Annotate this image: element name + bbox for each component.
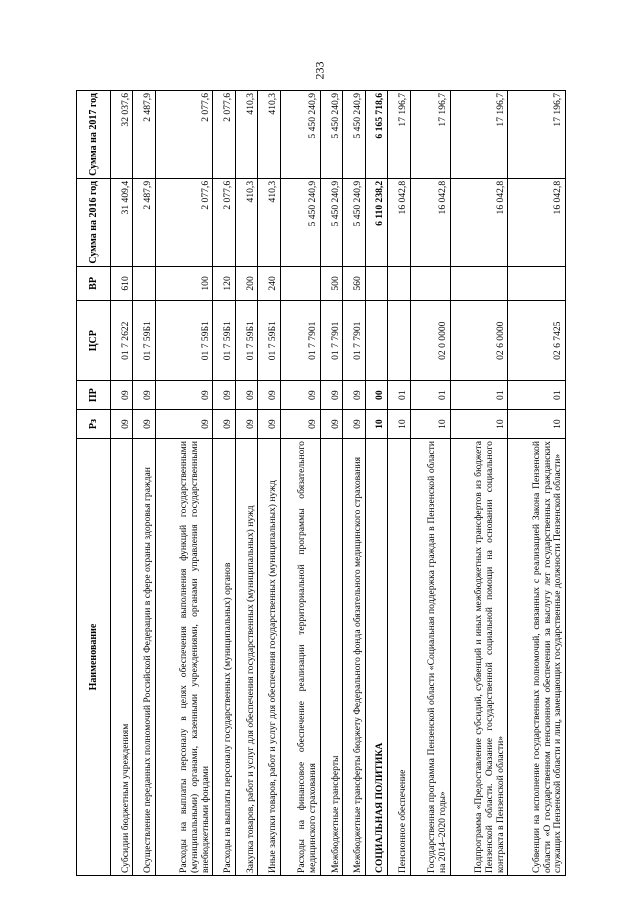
cell-vr: 240 (258, 266, 280, 300)
cell-sum2016: 5 450 240,9 (280, 178, 320, 266)
cell-name: Пенсионное обеспечение (388, 439, 410, 876)
cell-rz: 09 (235, 410, 257, 439)
cell-rz: 09 (343, 410, 365, 439)
cell-rz: 10 (388, 410, 410, 439)
cell-pr: 09 (280, 381, 320, 410)
cell-rz: 09 (320, 410, 342, 439)
cell-sum2017: 5 450 240,9 (280, 91, 320, 179)
cell-pr: 09 (213, 381, 235, 410)
cell-sum2017: 17 196,7 (410, 91, 450, 179)
cell-csr: 01 7 59Б1 (155, 301, 213, 381)
cell-rz: 10 (365, 410, 387, 439)
cell-sum2016: 410,3 (258, 178, 280, 266)
cell-name: Субвенции на исполнение государственных полномочий, связанных с реализацией Закона Пензенской области «О государственном пенсионном обеспечении за выслугу лет государственных гражданских служащих Пензенской области и лиц, замещающих государственные должности Пензенской области» (508, 439, 566, 876)
col-vr-header: ВР (77, 266, 111, 300)
cell-sum2016: 6 110 238,2 (365, 178, 387, 266)
col-name-header: Наименование (77, 439, 111, 876)
cell-sum2017: 410,3 (258, 91, 280, 179)
cell-vr: 200 (235, 266, 257, 300)
cell-pr: 01 (450, 381, 508, 410)
table-row (508, 91, 566, 876)
table-row (155, 91, 213, 876)
cell-name: Расходы на выплаты персоналу в целях обеспечения выполнения функций государственными (муниципальными) органами, казенными учреждениями, органами управления государственными внебюджетными фондами (155, 439, 213, 876)
cell-name: Государственная программа Пензенской области «Социальная поддержка граждан в Пензенской области на 2014–2020 годы» (410, 439, 450, 876)
cell-csr: 02 6 7425 (508, 301, 566, 381)
cell-pr: 09 (320, 381, 342, 410)
cell-name: Межбюджетные трансферты (320, 439, 342, 876)
cell-rz: 09 (280, 410, 320, 439)
cell-name: СОЦИАЛЬНАЯ ПОЛИТИКА (365, 439, 387, 876)
col-sum2017-header: Сумма на 2017 год (77, 91, 111, 179)
table-row (235, 91, 257, 876)
col-csr-header: ЦСР (77, 301, 111, 381)
cell-pr: 01 (388, 381, 410, 410)
cell-csr: 02 6 0000 (450, 301, 508, 381)
col-rz-header: Рз (77, 410, 111, 439)
cell-name: Подпрограмма «Предоставление субсидий, субвенций и иных межбюджетных трансфертов из бюджета Пензенской области. Оказание государственной социальной помощи на основании социального контракта в Пензенской области» (450, 439, 508, 876)
cell-vr (365, 266, 387, 300)
cell-sum2016: 31 409,4 (111, 178, 133, 266)
cell-sum2016: 5 450 240,9 (320, 178, 342, 266)
cell-sum2017: 6 165 718,6 (365, 91, 387, 179)
budget-table-rotated (76, 90, 566, 876)
cell-vr (133, 266, 155, 300)
cell-sum2016: 5 450 240,9 (343, 178, 365, 266)
table-row (388, 91, 410, 876)
cell-sum2017: 17 196,7 (450, 91, 508, 179)
cell-pr: 09 (155, 381, 213, 410)
cell-csr: 01 7 59Б1 (235, 301, 257, 381)
col-pr-header: ПР (77, 381, 111, 410)
cell-pr: 09 (258, 381, 280, 410)
table-row (133, 91, 155, 876)
table-row (111, 91, 133, 876)
table-body (111, 91, 566, 876)
page-number: 233 (312, 61, 327, 80)
cell-csr: 01 7 7901 (343, 301, 365, 381)
cell-sum2016: 2 077,6 (213, 178, 235, 266)
cell-csr: 01 7 59Б1 (258, 301, 280, 381)
cell-vr: 500 (320, 266, 342, 300)
table-row (450, 91, 508, 876)
cell-rz: 09 (213, 410, 235, 439)
cell-name: Межбюджетные трансферты бюджету Федерального фонда обязательного медицинского страхования (343, 439, 365, 876)
cell-pr: 00 (365, 381, 387, 410)
col-sum2016-header: Сумма на 2016 год (77, 178, 111, 266)
table-header (77, 91, 111, 876)
cell-vr (280, 266, 320, 300)
cell-csr: 01 7 2622 (111, 301, 133, 381)
cell-pr: 01 (410, 381, 450, 410)
table-row (410, 91, 450, 876)
cell-sum2017: 17 196,7 (508, 91, 566, 179)
cell-name: Расходы на выплаты персоналу государственных (муниципальных) органов (213, 439, 235, 876)
cell-name: Закупка товаров, работ и услуг для обеспечения государственных (муниципальных) нужд (235, 439, 257, 876)
cell-csr: 01 7 59Б1 (133, 301, 155, 381)
cell-name: Осуществление переданных полномочий Российской Федерации в сфере охраны здоровья граждан (133, 439, 155, 876)
cell-sum2017: 5 450 240,9 (343, 91, 365, 179)
cell-vr (450, 266, 508, 300)
cell-pr: 01 (508, 381, 566, 410)
cell-vr (508, 266, 566, 300)
cell-pr: 09 (343, 381, 365, 410)
cell-csr: 01 7 59Б1 (213, 301, 235, 381)
cell-name: Субсидии бюджетным учреждениям (111, 439, 133, 876)
table-row (365, 91, 387, 876)
cell-vr: 560 (343, 266, 365, 300)
cell-csr (388, 301, 410, 381)
cell-pr: 09 (111, 381, 133, 410)
cell-vr: 120 (213, 266, 235, 300)
cell-sum2017: 17 196,7 (388, 91, 410, 179)
cell-sum2017: 2 077,6 (213, 91, 235, 179)
cell-sum2017: 32 037,6 (111, 91, 133, 179)
cell-sum2016: 16 042,8 (450, 178, 508, 266)
cell-rz: 09 (155, 410, 213, 439)
table-row (258, 91, 280, 876)
cell-sum2016: 410,3 (235, 178, 257, 266)
cell-vr (410, 266, 450, 300)
cell-vr: 610 (111, 266, 133, 300)
cell-csr: 01 7 7901 (280, 301, 320, 381)
cell-csr: 01 7 7901 (320, 301, 342, 381)
cell-name: Иные закупки товаров, работ и услуг для обеспечения государственных (муниципальных) нужд (258, 439, 280, 876)
cell-sum2016: 16 042,8 (508, 178, 566, 266)
cell-rz: 10 (410, 410, 450, 439)
cell-csr (365, 301, 387, 381)
table-row (320, 91, 342, 876)
cell-sum2017: 2 487,9 (133, 91, 155, 179)
cell-vr (388, 266, 410, 300)
cell-sum2016: 2 077,6 (155, 178, 213, 266)
cell-pr: 09 (235, 381, 257, 410)
cell-rz: 10 (450, 410, 508, 439)
cell-sum2016: 16 042,8 (410, 178, 450, 266)
cell-rz: 10 (508, 410, 566, 439)
cell-name: Расходы на финансовое обеспечение реализации территориальной программы обязательного медицинского страхования (280, 439, 320, 876)
cell-sum2017: 5 450 240,9 (320, 91, 342, 179)
table-row (280, 91, 320, 876)
table-row (343, 91, 365, 876)
cell-sum2016: 16 042,8 (388, 178, 410, 266)
cell-rz: 09 (111, 410, 133, 439)
cell-sum2016: 2 487,9 (133, 178, 155, 266)
budget-table (76, 90, 566, 876)
cell-rz: 09 (133, 410, 155, 439)
cell-rz: 09 (258, 410, 280, 439)
cell-csr: 02 0 0000 (410, 301, 450, 381)
cell-pr: 09 (133, 381, 155, 410)
cell-vr: 100 (155, 266, 213, 300)
cell-sum2017: 2 077,6 (155, 91, 213, 179)
cell-sum2017: 410,3 (235, 91, 257, 179)
table-row (213, 91, 235, 876)
